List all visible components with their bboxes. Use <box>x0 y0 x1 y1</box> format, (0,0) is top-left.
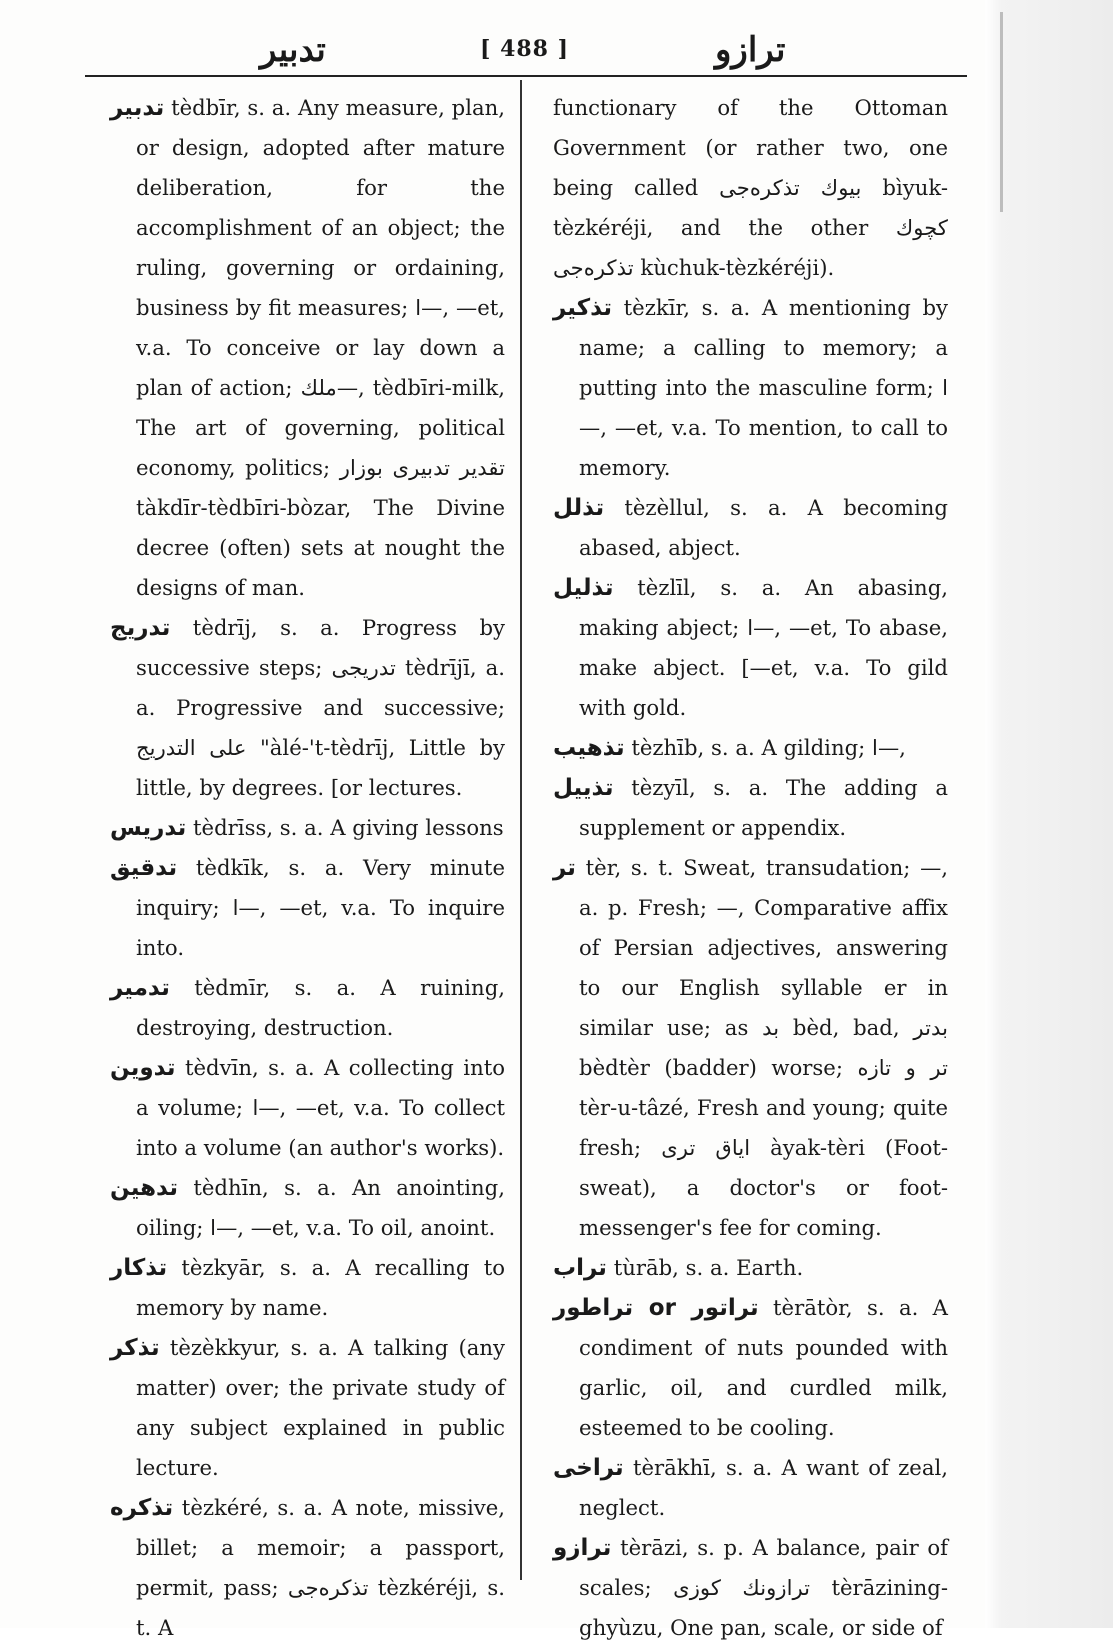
entry-headword-arabic: تذلل <box>553 495 605 521</box>
entry-text: tèrākhī, s. a. A want of zeal, neglect. <box>579 1455 948 1520</box>
dictionary-entry <box>110 1248 505 1328</box>
header-right-catchword: ترازو <box>715 30 786 70</box>
entry-headword-arabic: تذییل <box>553 775 614 801</box>
entry-text: tèdmīr, s. a. A ruining, destroying, destruction. <box>136 975 505 1040</box>
entry-headword-arabic: تذهیب <box>553 735 625 761</box>
dictionary-entry <box>553 1448 948 1528</box>
entry-text: tèdhīn, s. a. An anointing, oiling; ا—, —et, v.a. To oil, anoint. <box>136 1175 505 1240</box>
entry-text: tùrāb, s. a. Earth. <box>606 1255 804 1280</box>
dictionary-entry <box>553 288 948 488</box>
header-left-catchword: تدبیر <box>260 30 326 70</box>
entry-headword-arabic: تدقیق <box>110 855 178 881</box>
dictionary-entry <box>110 968 505 1048</box>
dictionary-entry <box>110 1488 505 1648</box>
right-column <box>553 88 948 1648</box>
entry-headword-arabic: تدمیر <box>110 975 170 1001</box>
entry-text: tèdkīk, s. a. Very minute inquiry; ا—, —et, v.a. To inquire into. <box>136 855 505 960</box>
entry-text: tèdrīss, s. a. A giving lessons <box>186 815 504 840</box>
entry-text: functionary of the Ottoman Government (or rather two, one being called بیوك تذکره‌جی bìyuk-tèzkéréji, and the other کچوك تذکره‌جی kùchuk-tèzkéréji). <box>553 95 948 280</box>
entry-text: tèzlīl, s. a. An abasing, making abject; ا—, —et, To abase, make abject. [—et, v.a. To gild with gold. <box>579 575 948 720</box>
dictionary-entry <box>553 568 948 728</box>
entry-headword-arabic: تراب <box>553 1255 607 1281</box>
entry-text: tèzkéré, s. a. A note, missive, billet; a memoir; a passport, permit, pass; تذکره‌جی tèzkéréji, s. t. A <box>136 1495 505 1640</box>
column-divider <box>520 80 522 1580</box>
entry-headword-arabic: تدریس <box>110 815 187 841</box>
entry-text: tèdrīj, s. a. Progress by successive steps; تدریجی tèdrījī, a. a. Progressive and successive; علی التدریج "àlé-'t-tèdrīj, Little by little, by degrees. [or lectures. <box>136 615 505 800</box>
entry-text: tèzyīl, s. a. The adding a supplement or appendix. <box>579 775 948 840</box>
dictionary-entry <box>553 728 948 768</box>
dictionary-entry <box>553 488 948 568</box>
entry-text: tèzèllul, s. a. A becoming abased, abject. <box>579 495 948 560</box>
entry-headword-arabic: تراتور or تراطور <box>553 1295 759 1321</box>
entry-headword-arabic: تذکر <box>110 1335 160 1361</box>
entry-headword-arabic: تدوین <box>110 1055 176 1081</box>
dictionary-entry-continuation <box>553 88 948 288</box>
entry-text: tèzèkkyur, s. a. A talking (any matter) over; the private study of any subject explained in public lecture. <box>136 1335 505 1480</box>
dictionary-entry <box>553 1288 948 1448</box>
entry-headword-arabic: تدبیر <box>110 95 165 121</box>
entry-headword-arabic: تدریج <box>110 615 171 641</box>
page-number: [ 488 ] <box>480 36 570 62</box>
dictionary-entry <box>110 808 505 848</box>
entry-headword-arabic: ترازو <box>553 1535 612 1561</box>
entry-headword-arabic: تر <box>553 855 576 881</box>
dictionary-entry <box>553 1248 948 1288</box>
scan-edge-line <box>1000 12 1003 212</box>
page-header <box>85 28 965 78</box>
dictionary-entry <box>553 848 948 1248</box>
dictionary-entry <box>110 848 505 968</box>
entry-text: tèr, s. t. Sweat, transudation; —, a. p. Fresh; —, Comparative affix of Persian adjectives, answering to our English syllable er in similar use; as بد bèd, bad, بدتر bèdtèr (badder) worse; تر و تازه tèr-u-tâzé, Fresh and young; quite fresh; ایاق تری àyak-tèri (Foot-sweat), a doctor's or foot-messenger's fee for coming. <box>575 855 948 1240</box>
header-rule <box>85 75 967 77</box>
dictionary-entry <box>110 88 505 608</box>
dictionary-entry <box>553 1528 948 1648</box>
left-column <box>110 88 505 1648</box>
entry-headword-arabic: تذلیل <box>553 575 614 601</box>
entry-text: tèdbīr, s. a. Any measure, plan, or design, adopted after mature deliberation, for the accomplishment of an object; the ruling, governing or ordaining, business by fit measures; ا—, —et, v.a. To conceive or lay down a plan of action; ملك—, tèdbīri-milk, The art of governing, political economy, politics; تقدیر تدبیری بوزار tàkdīr-tèdbīri-bòzar, The Divine decree (often) sets at nought the designs of man. <box>136 95 505 600</box>
dictionary-entry <box>110 1048 505 1168</box>
dictionary-entry <box>553 768 948 848</box>
entry-text: tèzhīb, s. a. A gilding; ا—, <box>624 735 906 760</box>
entry-text: tèzkīr, s. a. A mentioning by name; a calling to memory; a putting into the masculine form; ا—, —et, v.a. To mention, to call to memory. <box>579 295 948 480</box>
entry-headword-arabic: تذکره <box>110 1495 174 1521</box>
scan-page-edge <box>985 0 1113 1628</box>
entry-headword-arabic: تذکیر <box>553 295 612 321</box>
entry-text: tèrāzi, s. p. A balance, pair of scales; ترازونك کوزی tèrāzining-ghyùzu, One pan, scale, or side of <box>579 1535 949 1640</box>
entry-text: tèdvīn, s. a. A collecting into a volume; ا—, —et, v.a. To collect into a volume (an author's works). <box>136 1055 505 1160</box>
entry-text: tèzkyār, s. a. A recalling to memory by name. <box>136 1255 505 1320</box>
entry-headword-arabic: تراخی <box>553 1455 624 1481</box>
entry-headword-arabic: تذکار <box>110 1255 168 1281</box>
dictionary-entry <box>110 1328 505 1488</box>
entry-text: tèrātòr, s. a. A condiment of nuts pounded with garlic, oil, and curdled milk, esteemed to be cooling. <box>579 1295 948 1440</box>
dictionary-entry <box>110 1168 505 1248</box>
entry-headword-arabic: تدهین <box>110 1175 178 1201</box>
dictionary-entry <box>110 608 505 808</box>
